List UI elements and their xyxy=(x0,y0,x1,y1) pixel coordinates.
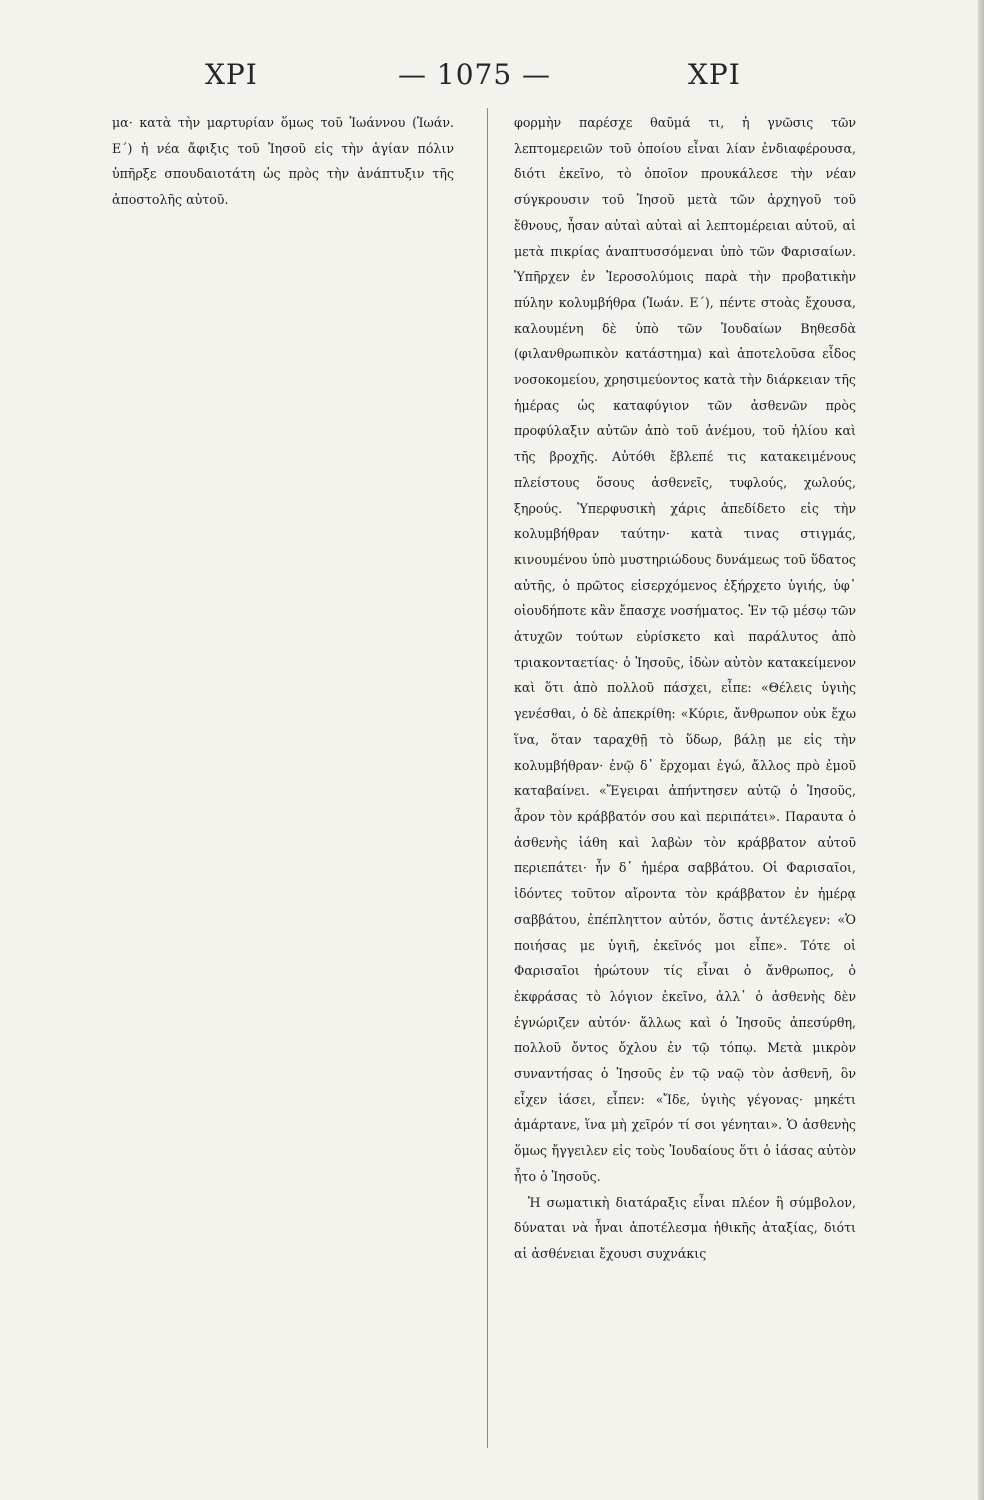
running-header xyxy=(0,58,984,98)
page-number: — 1075 — xyxy=(398,58,552,91)
left-column xyxy=(112,110,454,1470)
right-paragraph-1: φορμὴν παρέσχε θαῦμά τι, ἡ γνῶσις τῶν λεπτομερειῶν τοῦ ὁποίου εἶναι λίαν ἐνδιαφέρουσα, διότι ἐκεῖνο, τὸ ὁποῖον προυκάλεσε τὴν νέαν σύγκρουσιν τοῦ Ἰησοῦ μετὰ τῶν ἀρχηγοῦ τοῦ ἔθνους, ἦσαν αὐταὶ αὐταὶ αἱ λεπτομέρειαι αὐτοῦ, αἱ μετὰ πικρίας ἀναπτυσσόμεναι ὑπὸ τῶν Φαρισαίων. Ὑπῆρχεν ἐν Ἱεροσολύμοις παρὰ τὴν προβατικὴν πύλην κολυμβήθρα (Ἰωάν. Ε΄), πέντε στοὰς ἔχουσα, καλουμένη δὲ ὑπὸ τῶν Ἰουδαίων Βηθεσδὰ (φιλανθρωπικὸν κατάστημα) καὶ ἀποτελοῦσα εἶδος νοσοκομείου, χρησιμεύοντος κατὰ τὴν διάρκειαν τῆς ἡμέρας ὡς καταφύγιον τῶν ἀσθενῶν πρὸς προφύλαξιν αὐτῶν ἀπὸ τοῦ ἀνέμου, τοῦ ἡλίου καὶ τῆς βροχῆς. Αὐτόθι ἔβλεπέ τις κατακειμένους πλείστους ὅσους ἀσθενεῖς, τυφλούς, χωλούς, ξηρούς. Ὑπερφυσικὴ χάρις ἀπεδίδετο εἰς τὴν κολυμβήθραν ταύτην· κατὰ τινας στιγμάς, κινουμένου ὑπὸ μυστηριώδους δυνάμεως τοῦ ὕδατος αὐτῆς, ὁ πρῶτος εἰσερχόμενος ἐξήρχετο ὑγιής, ὑφ᾿ οἱουδήποτε κἂν ἔπασχε νοσήματος. Ἐν τῷ μέσῳ τῶν ἀτυχῶν τούτων εὑρίσκετο καὶ παράλυτος ἀπὸ τριακονταετίας· ὁ Ἰησοῦς, ἰδὼν αὐτὸν κατακείμενον καὶ ὅτι ἀπὸ πολλοῦ πάσχει, εἶπε: «Θέλεις ὑγιὴς γενέσθαι, ὁ δὲ ἀπεκρίθη: «Κύριε, ἄνθρωπον οὐκ ἔχω ἵνα, ὅταν ταραχθῇ τὸ ὕδωρ, βάλῃ με εἰς τὴν κολυμβήθραν· ἐνῷ δ᾿ ἔρχομαι ἐγώ, ἄλλος πρὸ ἐμοῦ καταβαίνει. «Ἔγειραι ἀπήντησεν αὐτῷ ὁ Ἰησοῦς, ἆρον τὸν κράββατόν σου καὶ περιπάτει». Παραυτα ὁ ἀσθενὴς ἰάθη καὶ λαβὼν τὸν κράββατον αὐτοῦ περιεπάτει· ἦν δ᾿ ἡμέρα σαββάτου. Οἱ Φαρισαῖοι, ἰδόντες τοῦτον αἴροντα τὸν κράββατον ἐν ἡμέρᾳ σαββάτου, ἐπέπληττον αὐτόν, ὅστις ἀντέλεγεν: «Ὁ ποιήσας με ὑγιῆ, ἐκεῖνός μοι εἶπε». Τότε οἱ Φαρισαῖοι ἠρώτουν τίς εἶναι ὁ ἄνθρωπος, ὁ ἐκφράσας τὸ λόγιον ἐκεῖνο, ἀλλ᾿ ὁ ἀσθενὴς δὲν ἐγνώριζεν αὐτόν· ἄλλως καὶ ὁ Ἰησοῦς ἀπεσύρθη, πολλοῦ ὄντος ὄχλου ἐν τῷ τόπῳ. Μετὰ μικρὸν συναντήσας ὁ Ἰησοῦς ἐν τῷ ναῷ τὸν ἀσθενῆ, ὃν εἶχεν ἰάσει, εἶπεν: «Ἴδε, ὑγιὴς γέγονας· μηκέτι ἁμάρτανε, ἵνα μὴ χεῖρόν τί σοι γένηται». Ὁ ἀσθενὴς ὅμως ἤγγειλεν εἰς τοὺς Ἰουδαίους ὅτι ὁ ἰάσας αὐτὸν ἦτο ὁ Ἰησοῦς. xyxy=(514,115,856,1184)
column-divider xyxy=(487,108,488,1448)
header-left-guide-word: ΧΡΙ xyxy=(205,58,258,91)
page-edge-shadow xyxy=(978,0,984,1500)
left-paragraph-1: μα· κατὰ τὴν μαρτυρίαν ὅμως τοῦ Ἰωάννου (Ἰωάν. Ε΄) ἡ νέα ἄφιξις τοῦ Ἰησοῦ εἰς τὴν ἁγίαν πόλιν ὑπῆρξε σπουδαιοτάτη ὡς πρὸς τὴν ἀνάπτυξιν τῆς ἀποστολῆς αὐτοῦ. xyxy=(112,115,454,208)
right-paragraph-2: Ἡ σωματικὴ διατάραξις εἶναι πλέον ἢ σύμβολον, δύναται νὰ ἦναι ἀποτέλεσμα ἠθικῆς ἀταξίας, διότι αἱ ἀσθένειαι ἔχουσι συχνάκις xyxy=(514,1194,856,1261)
right-column xyxy=(514,110,856,1470)
header-right-guide-word: ΧΡΙ xyxy=(688,58,741,91)
